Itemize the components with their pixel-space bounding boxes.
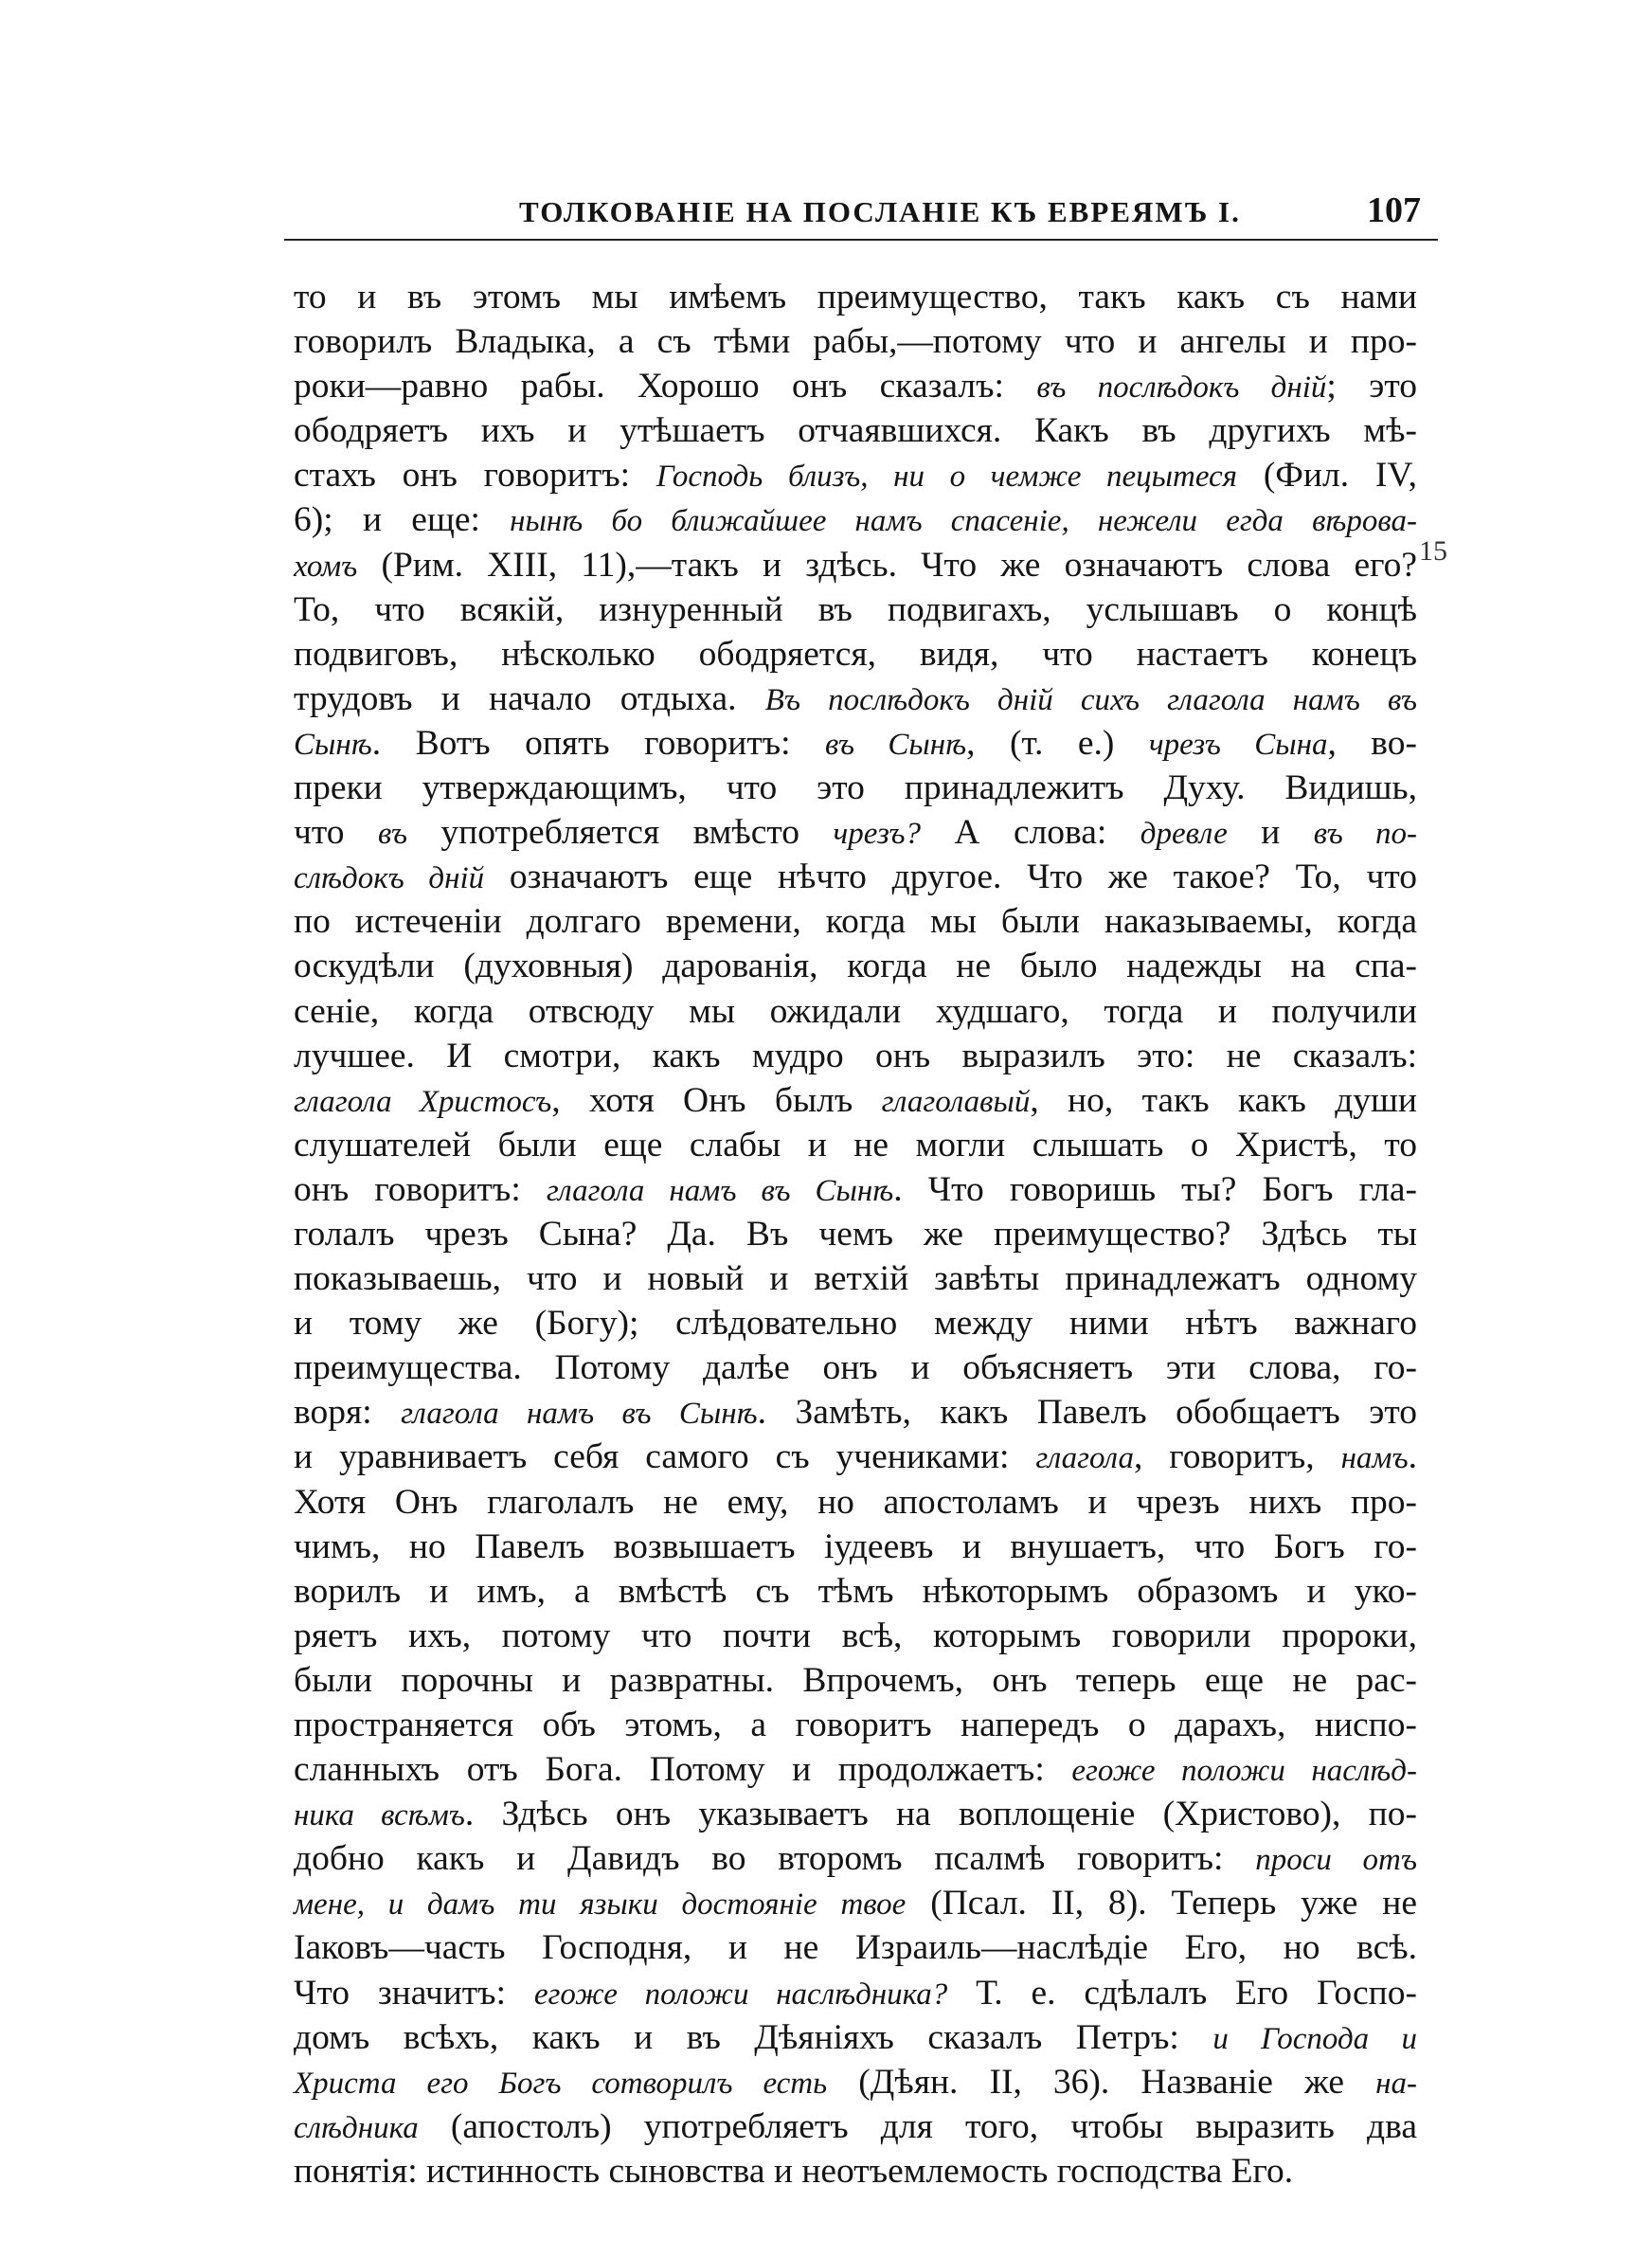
text-line	[294, 1569, 1417, 1614]
text-segment: преимущества. Потому далѣе онъ и объясняетъ эти слова, го-	[294, 1348, 1417, 1388]
text-segment: ворилъ и имъ, а вмѣстѣ съ тѣмъ нѣкоторымъ образомъ и уко-	[294, 1571, 1417, 1611]
text-line	[294, 1345, 1417, 1390]
italic-quote: глагола	[1035, 1441, 1134, 1476]
text-segment: , но, такъ какъ души	[1030, 1080, 1417, 1120]
text-segment: (Псал. II, 8). Теперь уже не	[906, 1884, 1417, 1923]
text-line	[294, 1658, 1417, 1703]
text-line	[294, 1256, 1417, 1301]
text-segment: слушателей были еще слабы и не могли слышать о Христѣ, то	[294, 1125, 1417, 1165]
text-segment: лучшее. И смотри, какъ мудро онъ выразилъ это: не сказалъ:	[294, 1036, 1417, 1075]
italic-quote: глаголавый	[881, 1084, 1031, 1119]
body-text	[294, 275, 1417, 2194]
text-line	[294, 1480, 1417, 1525]
italic-quote: въ послѣдокъ дній	[1036, 370, 1327, 406]
text-line	[294, 2104, 1417, 2149]
text-segment: стахъ онъ говоритъ:	[294, 456, 656, 496]
text-segment: трудовъ и начало отдыха.	[294, 678, 765, 718]
text-segment: 6); и еще:	[294, 500, 511, 540]
text-line	[294, 1435, 1417, 1479]
text-line	[294, 1881, 1417, 1925]
italic-quote: глагола Христосъ	[294, 1084, 552, 1119]
italic-quote: егоже положи наслѣд-	[1071, 1754, 1417, 1789]
text-segment: Іаковъ—часть Господня, и не Израиль—наслѣдіе Его, но всѣ.	[294, 1928, 1417, 1968]
text-line	[294, 944, 1417, 988]
text-segment: оскудѣли (духовныя) дарованія, когда не было надежды на спа-	[294, 947, 1417, 986]
text-segment: , во-	[1327, 723, 1417, 763]
text-segment: . Вотъ опять говоритъ:	[371, 723, 826, 763]
text-segment: что	[294, 813, 378, 853]
italic-quote: нынѣ бо ближайшее намъ спасеніе, нежели егда вѣрова-	[510, 504, 1417, 539]
text-segment: . Здѣсь онъ указываетъ на воплощеніе (Христово), по-	[464, 1795, 1417, 1834]
running-title: ТОЛКОВАНІЕ НА ПОСЛАНІЕ КЪ ЕВРЕЯМЪ I.	[519, 195, 1241, 228]
text-line	[294, 1747, 1417, 1792]
page-header	[284, 190, 1440, 239]
text-line	[294, 1301, 1417, 1345]
text-segment: ; это	[1326, 367, 1417, 406]
italic-quote: и Господа и	[1212, 2021, 1417, 2056]
text-line	[294, 1212, 1417, 1256]
text-line	[294, 810, 1417, 855]
italic-quote: проси отъ	[1255, 1843, 1418, 1878]
italic-quote: хомъ	[294, 549, 358, 584]
text-line	[294, 364, 1417, 408]
text-segment: (Фил. IV,	[1237, 456, 1417, 496]
page-number: 107	[1367, 190, 1421, 230]
italic-quote: Христа его Богъ сотворилъ есть	[294, 2066, 828, 2101]
text-segment: говорилъ Владыка, а съ тѣми рабы,—потому что и ангелы и про-	[294, 322, 1417, 362]
italic-quote: слѣдокъ дній	[294, 861, 485, 896]
text-segment: понятія: истинность сыновства и неотъемлемость господства Его.	[294, 2151, 1294, 2191]
text-line	[294, 319, 1417, 364]
text-line	[294, 2015, 1417, 2060]
text-line	[294, 1390, 1417, 1435]
text-segment: (Дѣян. II, 36). Названіе же	[827, 2062, 1376, 2102]
text-segment: , хотя Онъ былъ	[551, 1080, 882, 1120]
text-line	[294, 453, 1417, 497]
text-segment: подвиговъ, нѣсколько ободряется, видя, что настаетъ конецъ	[294, 634, 1417, 674]
text-line	[294, 497, 1417, 542]
text-segment: и тому же (Богу); слѣдовательно между ними нѣтъ важнаго	[294, 1304, 1417, 1344]
italic-quote: ника всѣмъ	[294, 1798, 465, 1833]
header-rule	[284, 239, 1438, 241]
text-line	[294, 855, 1417, 899]
text-segment: добно какъ и Давидъ во второмъ псалмѣ говоритъ:	[294, 1839, 1256, 1879]
text-line	[294, 1123, 1417, 1167]
text-segment: , (т. е.)	[966, 723, 1149, 763]
margin-line-number: 15	[1419, 535, 1447, 567]
text-segment: означаютъ еще нѣчто другое. Что же такое? То, что	[484, 858, 1417, 897]
text-line	[294, 677, 1417, 721]
text-segment: употребляется вмѣсто	[406, 813, 834, 853]
text-segment: Что значитъ:	[294, 1973, 534, 2013]
text-segment: воря:	[294, 1393, 402, 1433]
italic-quote: Сынѣ	[294, 727, 372, 762]
text-line	[294, 1167, 1417, 1212]
text-segment: то и въ этомъ мы имѣемъ преимущество, такъ какъ съ нами	[294, 278, 1417, 316]
italic-quote: Господь близъ, ни о чемже пецытеся	[655, 460, 1238, 495]
text-line	[294, 2060, 1417, 2104]
text-line	[294, 1792, 1417, 1836]
text-line	[294, 1078, 1417, 1123]
text-segment: онъ говоритъ:	[294, 1169, 547, 1209]
text-segment: роки—равно рабы. Хорошо онъ сказалъ:	[294, 367, 1037, 406]
italic-quote: въ Сынѣ	[825, 727, 967, 762]
text-segment: голалъ чрезъ Сына? Да. Въ чемъ же преимущество? Здѣсь ты	[294, 1214, 1417, 1254]
text-segment: пространяется объ этомъ, а говоритъ напередъ о дарахъ, ниспо-	[294, 1706, 1417, 1744]
text-line	[294, 1836, 1417, 1881]
text-line	[294, 408, 1417, 453]
text-line	[294, 1525, 1417, 1569]
text-segment: А слова:	[921, 813, 1140, 853]
text-segment: , говоритъ,	[1133, 1437, 1341, 1477]
text-segment: по истеченіи долгаго времени, когда мы были наказываемы, когда	[294, 902, 1417, 942]
text-segment: .	[1408, 1437, 1417, 1477]
text-segment: Т. е. сдѣлалъ Его Госпо-	[947, 1973, 1417, 2013]
text-segment: и уравниваетъ себя самого съ учениками:	[294, 1437, 1036, 1477]
text-segment: чимъ, но Павелъ возвышаетъ іудеевъ и внушаетъ, что Богъ го-	[294, 1526, 1417, 1566]
text-segment: преки утверждающимъ, что это принадлежитъ Духу. Видишь,	[294, 768, 1417, 808]
italic-quote: древле	[1140, 817, 1228, 852]
text-line	[294, 899, 1417, 944]
text-line	[294, 1614, 1417, 1658]
text-segment: . Что говоришь ты? Богъ гла-	[893, 1169, 1418, 1209]
text-segment: Хотя Онъ глаголалъ не ему, но апостоламъ и чрезъ нихъ про-	[294, 1482, 1417, 1522]
text-segment: и	[1227, 813, 1314, 853]
italic-quote: егоже положи наслѣдника?	[533, 1977, 948, 2012]
text-segment: То, что всякій, изнуренный въ подвигахъ, услышавъ о концѣ	[294, 589, 1417, 629]
text-segment: (апостолъ) употребляетъ для того, чтобы выразить два	[418, 2106, 1417, 2146]
italic-quote: чрезъ Сына	[1148, 727, 1328, 762]
text-line	[294, 1034, 1417, 1078]
italic-quote: мене, и дамъ ти языки достояніе твое	[294, 1887, 907, 1923]
text-line	[294, 632, 1417, 677]
text-line	[294, 989, 1417, 1034]
text-line	[294, 766, 1417, 810]
text-segment: ободряетъ ихъ и утѣшаетъ отчаявшихся. Какъ въ другихъ мѣ-	[294, 411, 1417, 451]
italic-quote: на-	[1375, 2066, 1418, 2101]
text-line	[294, 721, 1417, 766]
text-segment: (Рим. XIII, 11),—такъ и здѣсь. Что же означаютъ слова его?	[357, 545, 1417, 585]
text-line	[294, 1925, 1417, 1970]
text-segment: были порочны и развратны. Впрочемъ, онъ теперь еще не рас-	[294, 1660, 1417, 1700]
italic-quote: глагола намъ въ Сынѣ	[546, 1173, 894, 1208]
italic-quote: въ	[377, 817, 407, 852]
text-segment: сланныхъ отъ Бога. Потому и продолжаетъ:	[294, 1750, 1072, 1790]
italic-quote: глагола намъ въ Сынѣ	[401, 1397, 758, 1432]
text-line	[294, 275, 1417, 319]
text-line	[294, 1703, 1417, 1747]
text-segment: . Замѣть, какъ Павелъ обобщаетъ это	[757, 1393, 1417, 1433]
text-line	[294, 2149, 1417, 2194]
text-segment: сеніе, когда отвсюду мы ожидали худшаго, тогда и получили	[294, 991, 1417, 1031]
text-segment: домъ всѣхъ, какъ и въ Дѣяніяхъ сказалъ Петръ:	[294, 2017, 1213, 2057]
italic-quote: Въ послѣдокъ дній сихъ глагола намъ въ	[764, 682, 1417, 717]
italic-quote: намъ	[1340, 1441, 1409, 1476]
italic-quote: въ по-	[1313, 817, 1418, 852]
text-line	[294, 1971, 1417, 2015]
italic-quote: слѣдника	[294, 2110, 419, 2145]
text-line	[294, 587, 1417, 632]
text-segment: показываешь, что и новый и ветхій завѣты принадлежатъ одному	[294, 1259, 1417, 1299]
text-line	[294, 543, 1417, 587]
text-segment: ряетъ ихъ, потому что почти всѣ, которымъ говорили пророки,	[294, 1616, 1417, 1655]
italic-quote: чрезъ?	[833, 817, 922, 852]
